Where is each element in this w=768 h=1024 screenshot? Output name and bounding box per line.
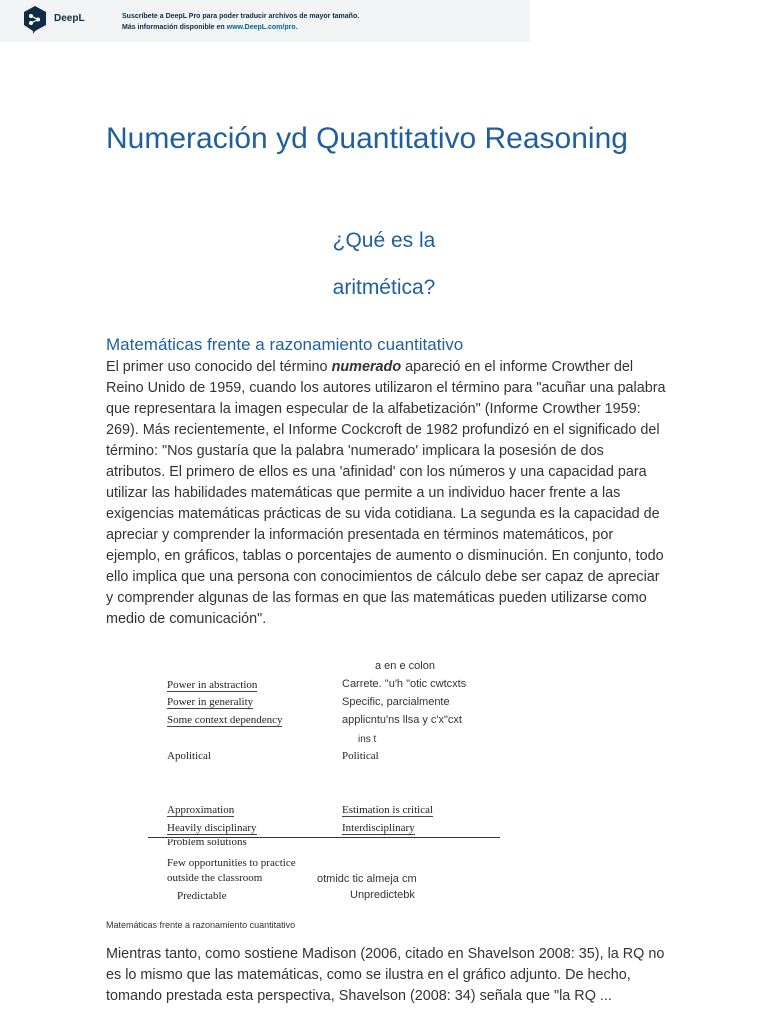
figure-right-item: Estimation is critical xyxy=(342,804,434,816)
figure-left-item: Approximation xyxy=(167,804,235,816)
figure-left-item-clipped: Problem solutions xyxy=(167,839,247,845)
figure-right-item: otmidc tic almeja cm xyxy=(317,873,417,885)
body-paragraph-2: Mientras tanto, como sostiene Madison (2006, citado en Shavelson 2008: 35), la RQ no es lo mismo que las matemáticas, como se ilustra en el gráfico adjunto. De hecho, tomando prestada esta perspectiva, Shavelson (2008: 34) señala que "la RQ ... xyxy=(106,946,665,1004)
figure-right-item: Interdisciplinary xyxy=(342,822,415,834)
figure-left-item: Power in abstraction xyxy=(167,679,258,691)
figure-left-item: Apolitical xyxy=(167,750,211,762)
figure-left-item: Heavily disciplinary xyxy=(167,822,257,834)
deepl-banner xyxy=(0,0,530,42)
figure-divider xyxy=(148,837,500,838)
figure-right-item: ins t xyxy=(358,734,377,745)
document-subtitle-line-1: ¿Qué es la xyxy=(332,229,436,252)
banner-message xyxy=(122,11,359,33)
figure-header-right: a en e colon xyxy=(375,660,435,672)
figure-right-item: Political xyxy=(342,750,379,762)
figure-right-item: applicntu'ns llsa y c'x"cxt xyxy=(342,714,462,726)
figure-left-item: Few opportunities to practice xyxy=(167,857,296,869)
figure-left-item: outside the classroom xyxy=(167,872,263,884)
figure-left-item: Some context dependency xyxy=(167,714,283,726)
banner-line-2: Más información disponible en www.DeepL.com/pro. xyxy=(122,24,298,31)
figure-right-item: Carrete. "u'h "otic cwtcxts xyxy=(342,678,467,690)
term-numerado: numerado xyxy=(331,359,402,375)
deepl-brand-name: DeepL xyxy=(54,13,85,24)
figure-right-item: Specific, parcialmente xyxy=(342,696,450,708)
deepl-pro-link[interactable]: www.DeepL.com/pro. xyxy=(226,24,298,31)
body-paragraph-1: El primer uso conocido del término numerado apareció en el informe Crowther del Reino Unido de 1959, cuando los autores utilizaron el término para "acuñar una palabra que representara la imagen especular de la alfabetización" (Informe Crowther 1959: 269). Más recientemente, el Informe Cockcroft de 1982 profundizó en el significado del término: "Nos gustaría que la palabra 'numerado' implicara la posesión de dos atributos. El primero de ellos es una 'afinidad' con los números y una capacidad para utilizar las habilidades matemáticas que permite a un individuo hacer frente a las exigencias matemáticas prácticas de su vida cotidiana. La segunda es la capacidad de apreciar y comprender la información presentada en términos matemáticos, por ejemplo, en gráficos, tablas o porcentajes de aumento o disminución. En conjunto, todo ello implica que una persona con conocimientos de cálculo debe ser capaz de apreciar y comprender algunas de las formas en que las matemáticas pueden utilizarse como medio de comunicación". xyxy=(106,359,666,627)
comparison-figure xyxy=(145,655,505,910)
deepl-logo-icon xyxy=(22,5,48,35)
figure-right-item: Unpredictebk xyxy=(350,889,415,901)
document-subtitle-line-2: aritmética? xyxy=(332,276,436,299)
figure-left-item: Predictable xyxy=(177,890,227,902)
section-heading: Matemáticas frente a razonamiento cuantitativo xyxy=(106,335,464,354)
document-title: Numeración yd Quantitativo Reasoning xyxy=(106,122,628,155)
banner-line-1: Suscríbete a DeepL Pro para poder traducir archivos de mayor tamaño. xyxy=(122,13,360,20)
figure-caption: Matemáticas frente a razonamiento cuantitativo xyxy=(106,920,296,930)
figure-left-item: Power in generality xyxy=(167,696,254,708)
